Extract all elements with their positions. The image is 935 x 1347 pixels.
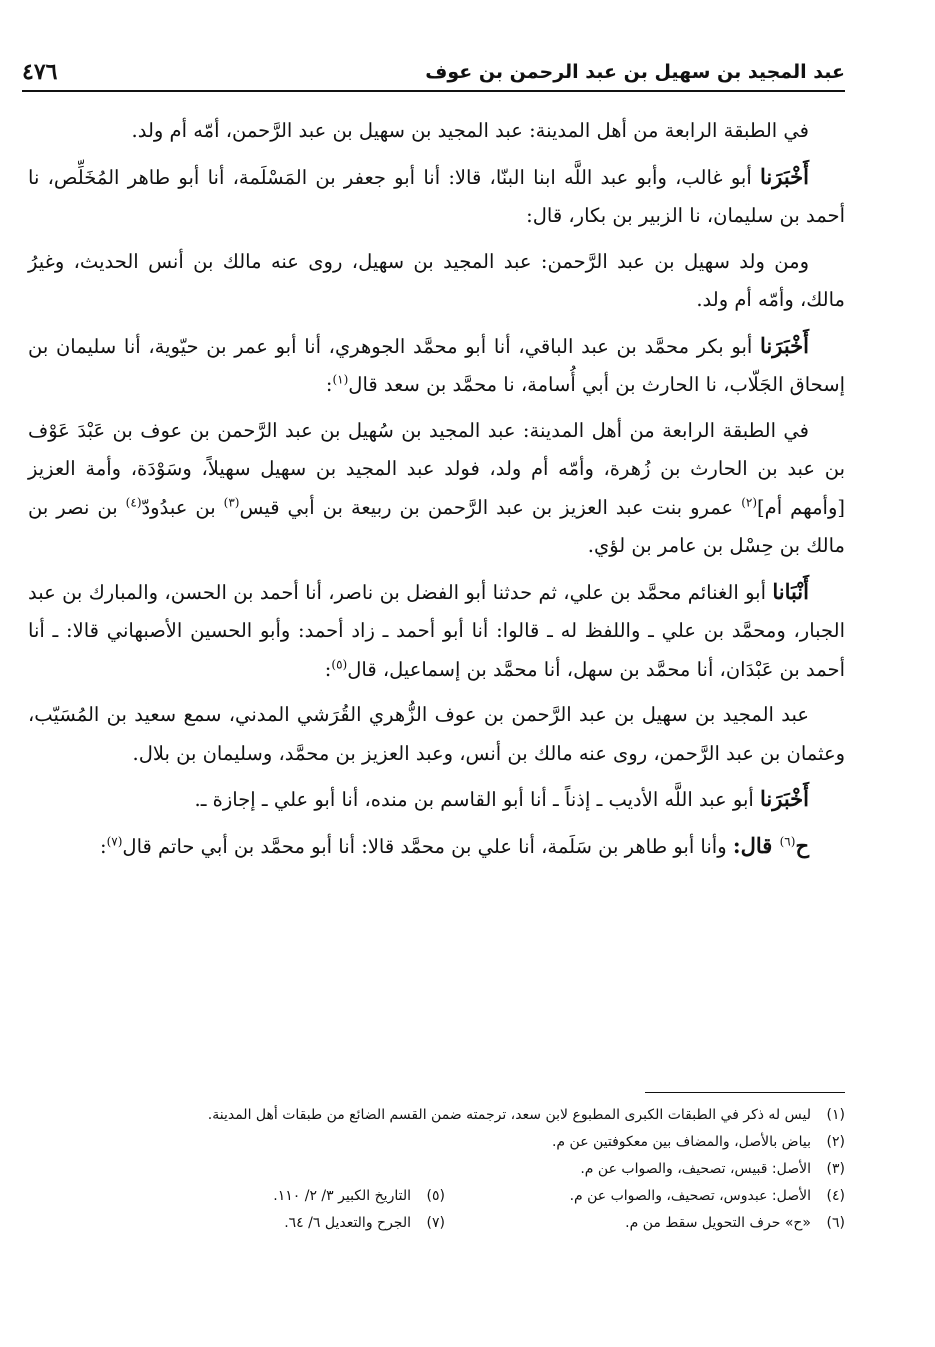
footnote-number: (٥) (426, 1188, 445, 1204)
footnote-ref: (٧) (106, 834, 123, 848)
paragraph-text: : (324, 657, 332, 681)
footnote-ref: (٥) (331, 657, 348, 671)
footnote-text: ليس له ذكر في الطبقات الكبرى المطبوع لابن سعد، ترجمته ضمن القسم الضائع من طبقات أهل المدينة. (207, 1107, 811, 1123)
chain-lead-word: أَخْبَرَنا (760, 786, 809, 811)
chain-lead-word: أَخْبَرَنا (760, 332, 809, 358)
paragraph-text: عبد المجيد بن سهيل بن عبد الرَّحمن بن عوف الزُّهري القُرَشي المدني، سمع سعيد بن المُسَيّب، وعثمان بن عبد الرَّحمن، روى عنه مالك بن أنس، وعبد العزيز بن محمَّد، وسليمان بن بلال. (28, 703, 845, 765)
paragraph (28, 827, 845, 867)
paragraph (28, 412, 845, 566)
footnote-ref: (١) (332, 372, 349, 387)
footnotes (100, 1102, 845, 1237)
page-number: ٤٧٦ (22, 59, 58, 85)
paragraph-text: أبو غالب، وأبو عبد اللَّه ابنا البنّا، قالا: أنا أبو جعفر بن المَسْلَمة، أنا أبو طاهر المُخَلِّص، نا أحمد بن سليمان، نا الزبير بن بكار، قال: (28, 165, 845, 227)
main-text (28, 112, 845, 873)
chain-lead-word: أَخْبَرَنا (760, 163, 809, 189)
paragraph-text: عمرو بنت عبد العزيز بن عبد الرَّحمن بن ربيعة بن أبي قيس (239, 495, 742, 519)
footnote (445, 1183, 845, 1210)
footnote-ref: (٦) (779, 834, 796, 848)
paragraph (28, 573, 845, 690)
footnote-text: الجرح والتعديل ٦/ ٦٤. (284, 1215, 411, 1231)
running-head: عبد المجيد بن سهيل بن عبد الرحمن بن عوف (425, 61, 845, 83)
footnote (100, 1183, 445, 1210)
chain-lead-word: ح (795, 832, 809, 858)
footnote-text: بياض بالأصل، والمضاف بين معكوفتين عن م. (551, 1134, 811, 1150)
footnote-text: «ح» حرف التحويل سقط من م. (625, 1215, 811, 1231)
chain-lead-word: أَنْبَانا (772, 578, 809, 604)
footnote (100, 1210, 445, 1237)
footnote-text: الأصل: عبدوس، تصحيف، والصواب عن م. (569, 1188, 811, 1204)
footnote-number: (٧) (426, 1215, 445, 1231)
paragraph (28, 112, 845, 151)
paragraph-text: بن عبدُودّ (141, 495, 224, 519)
footnote (445, 1210, 845, 1237)
paragraph-text: : (100, 834, 107, 858)
page-header (22, 54, 845, 92)
footnote-number: (١) (826, 1107, 845, 1123)
paragraph (28, 696, 845, 773)
paragraph-text: أبو عبد اللَّه الأديب ـ إذناً ـ أنا أبو القاسم بن منده، أنا أبو علي ـ إجازة ـ. (194, 788, 761, 811)
footnote-number: (٢) (826, 1134, 845, 1150)
paragraph-text: في الطبقة الرابعة من أهل المدينة: عبد المجيد بن سهيل بن عبد الرَّحمن، أمّه أم ولد. (131, 119, 809, 142)
footnote-number: (٤) (826, 1188, 845, 1204)
paragraph (28, 780, 845, 820)
footnote (100, 1156, 845, 1183)
footnote-ref: (٤) (125, 495, 142, 509)
paragraph-text: أبو الغنائم محمَّد بن علي، ثم حدثنا أبو الفضل بن ناصر، أنا أحمد بن الحسن، والمبارك بن عبد الجبار، ومحمَّد بن علي ـ واللفظ له ـ قالوا: أنا أبو أحمد ـ زاد أحمد: وأبو الحسين الأصبهاني قالا: ـ أنا أحمد بن عَبْدَان، أنا محمَّد بن سهل، أنا محمَّد بن إسماعيل، قال (28, 580, 845, 681)
footnote-text: الأصل: قبيس، تصحيف، والصواب عن م. (580, 1161, 811, 1177)
footnote (100, 1102, 845, 1129)
footnote-number: (٦) (826, 1215, 845, 1231)
paragraph-text: ومن ولد سهيل بن عبد الرَّحمن: عبد المجيد بن سهيل، روى عنه مالك بن أنس الحديث، وغيرُ مالك، وأمّه أم ولد. (28, 249, 845, 311)
footnote-text: التاريخ الكبير ٣/ ٢/ ١١٠. (273, 1188, 411, 1204)
footnote-ref: (٢) (741, 495, 758, 509)
footnote (100, 1129, 845, 1156)
paragraph (28, 158, 845, 236)
footnote-number: (٣) (826, 1161, 845, 1177)
footnote-row (100, 1183, 845, 1210)
paragraph-text: أبو بكر محمَّد بن عبد الباقي، أنا أبو محمَّد الجوهري، أنا أبو عمر بن حيّوية، أنا سليمان بن إسحاق الجَلّاب، نا الحارث بن أبي أُسامة، نا محمَّد بن سعد قال (28, 334, 845, 396)
paragraph (28, 243, 845, 320)
footnote-row (100, 1210, 845, 1237)
footnote-ref: (٣) (223, 495, 240, 509)
paragraph-text: : (325, 373, 333, 396)
chain-lead-word: قال: (732, 832, 780, 858)
paragraph-text: بن نصر بن مالك بن حِسْل بن عامر بن لؤي. (28, 495, 845, 557)
footnote-divider (645, 1092, 845, 1093)
paragraph-text: وأنا أبو طاهر بن سَلَمة، أنا علي بن محمَّد قالا: أنا أبو محمَّد بن أبي حاتم قال (122, 834, 733, 858)
paragraph-text: في الطبقة الرابعة من أهل المدينة: عبد المجيد بن سُهيل بن عبد الرَّحمن بن عوف بن عَبْدَ عَوْف بن عبد بن الحارث بن زُهرة، وأمّه أم ولد، فولد عبد المجيد بن سهيل سهيلاً، وسَوْدَة، وأمة العزيز [وأمهم أم] (28, 418, 845, 519)
paragraph (28, 327, 845, 405)
